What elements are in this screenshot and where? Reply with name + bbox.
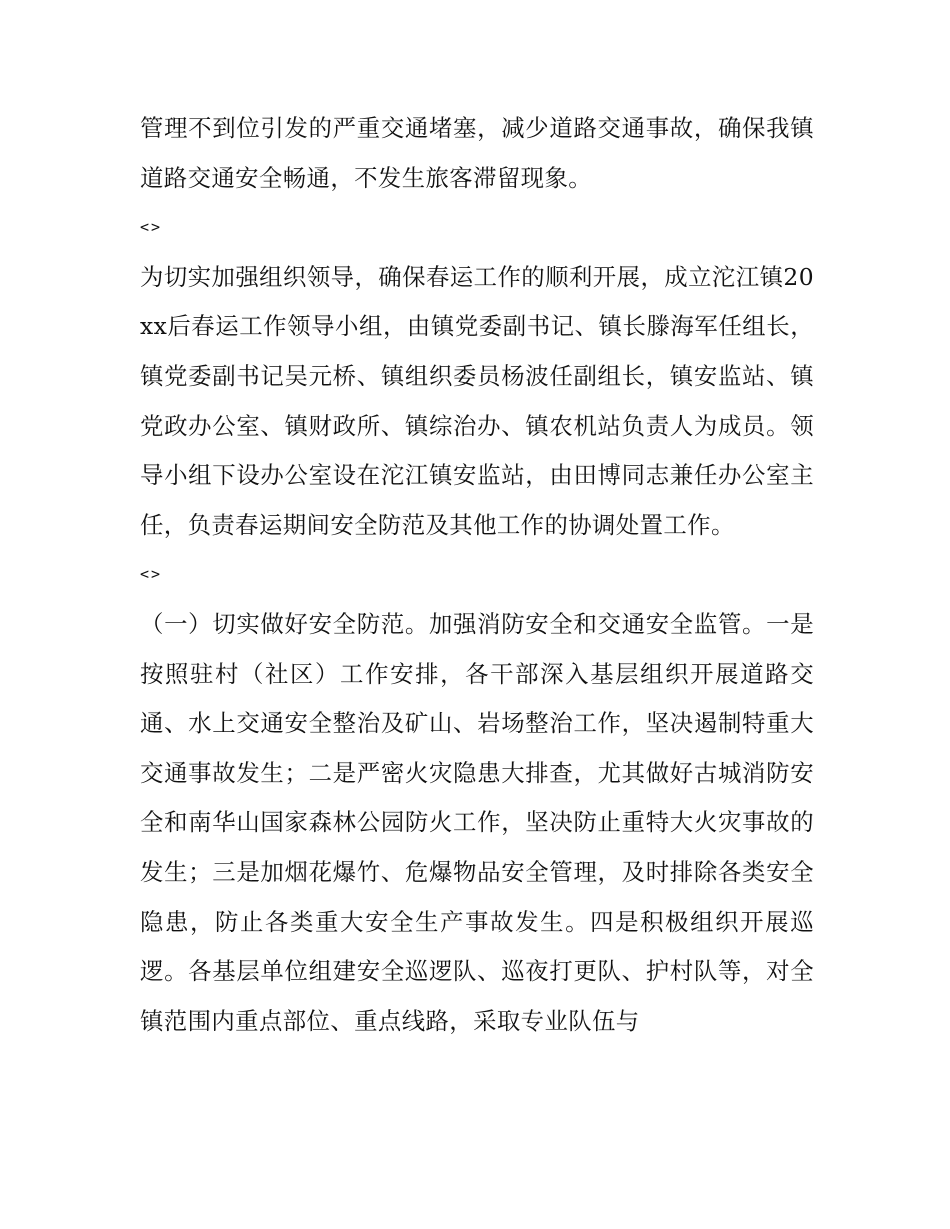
document-page	[140, 104, 814, 1046]
section-marker: <>	[140, 565, 163, 584]
section-marker: <>	[140, 218, 163, 237]
paragraph-traffic-goal: 管理不到位引发的严重交通堵塞，减少道路交通事故，确保我镇道路交通安全畅通，不发生旅客滞留现象。	[140, 114, 814, 192]
paragraph-leadership-group: 为切实加强组织领导，确保春运工作的顺利开展，成立沱江镇20xx后春运工作领导小组，由镇党委副书记、镇长滕海军任组长，镇党委副书记吴元桥、镇组织委员杨波任副组长，镇安监站、镇党政办公室、镇财政所、镇综治办、镇农机站负责人为成员。领导小组下设办公室设在沱江镇安监站，由田博同志兼任办公室主任，负责春运期间安全防范及其他工作的协调处置工作。	[140, 262, 814, 539]
paragraph-safety-measures: （一）切实做好安全防范。加强消防安全和交通安全监管。一是按照驻村（社区）工作安排，各干部深入基层组织开展道路交通、水上交通安全整治及矿山、岩场整治工作，坚决遏制特重大交通事故发生；二是严密火灾隐患大排查，尤其做好古城消防安全和南华山国家森林公园防火工作，坚决防止重特大火灾事故的发生；三是加烟花爆竹、危爆物品安全管理，及时排除各类安全隐患，防止各类重大安全生产事故发生。四是积极组织开展巡逻。各基层单位组建安全巡逻队、巡夜打更队、护村队等，对全镇范围内重点部位、重点线路，采取专业队伍与	[140, 609, 814, 1035]
